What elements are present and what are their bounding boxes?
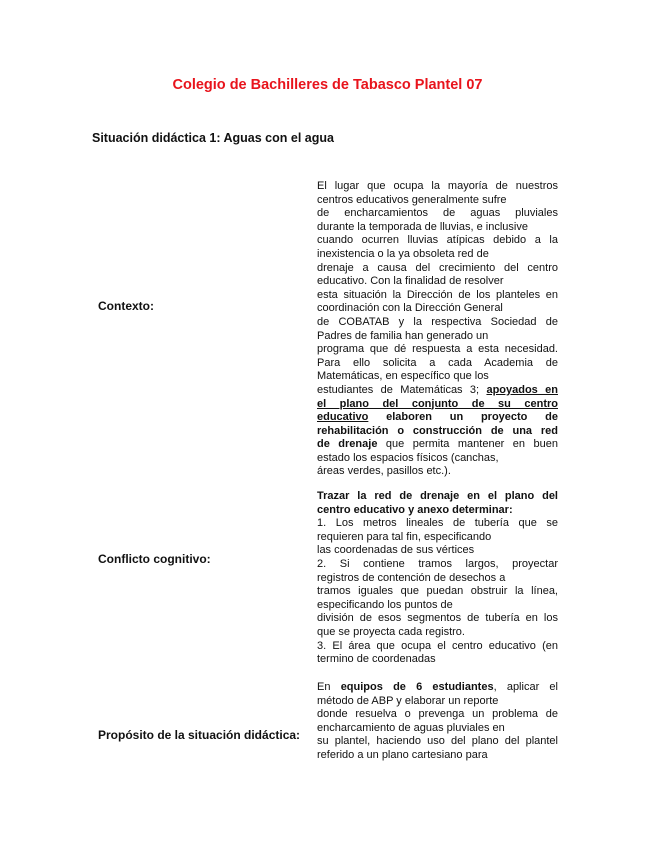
text-line: de encharcamientos de aguas pluviales xyxy=(317,207,558,220)
text-line: termino de coordenadas xyxy=(317,653,436,666)
text-line: cuando ocurren lluvias atípicas debido a la xyxy=(317,234,558,247)
text-run: En xyxy=(317,681,331,693)
text-line: referido a un plano cartesiano para xyxy=(317,748,488,761)
text-line xyxy=(317,438,558,452)
text-line: Para ello solicita a cada Academia de xyxy=(317,356,558,369)
contexto-text xyxy=(317,180,558,479)
conflicto-text xyxy=(317,490,558,667)
text-line: coordinación con la Dirección General xyxy=(317,302,503,315)
highlight-run: equipos de 6 estudiantes xyxy=(340,681,494,693)
text-line xyxy=(317,384,558,398)
text-run: estudiantes de Matemáticas 3; xyxy=(317,383,480,396)
text-line: las coordenadas de sus vértices xyxy=(317,544,475,557)
proposito-text xyxy=(317,681,558,763)
text-line: estado los espacios físicos (canchas, xyxy=(317,451,499,464)
text-line: durante la temporada de lluvias, e inclusive xyxy=(317,220,528,233)
text-line: 1. Los metros lineales de tubería que se xyxy=(317,517,558,530)
text-line: de COBATAB y la respectiva Sociedad de xyxy=(317,315,558,328)
text-run: que permita mantener en buen xyxy=(385,438,558,451)
text-line: esta situación la Dirección de los planteles en xyxy=(317,288,558,301)
highlight-run: el plano del conjunto de su centro xyxy=(317,397,558,410)
text-line: Matemáticas, en específico que los xyxy=(317,370,489,383)
page-title: Colegio de Bachilleres de Tabasco Plantel 07 xyxy=(172,77,483,93)
text-line: 2. Si contiene tramos largos, proyectar xyxy=(317,557,558,570)
text-line xyxy=(317,681,558,695)
text-line: donde resuelva o prevenga un problema de xyxy=(317,708,558,721)
text-line: registros de contención de desechos a xyxy=(317,571,506,584)
highlight-run: de drenaje xyxy=(317,438,378,451)
text-line: áreas verdes, pasillos etc.). xyxy=(317,465,451,478)
contexto-label: Contexto: xyxy=(98,299,154,313)
text-line: división de esos segmentos de tubería en los xyxy=(317,612,558,625)
conflicto-label: Conflicto cognitivo: xyxy=(98,552,211,566)
highlight-run: elaboren un proyecto de xyxy=(386,411,558,424)
text-line: especificando los puntos de xyxy=(317,598,453,611)
text-line: centros educativos generalmente sufre xyxy=(317,193,507,206)
text-line: encharcamiento de aguas pluviales en xyxy=(317,721,505,734)
text-line: Padres de familia han generado un xyxy=(317,329,489,342)
text-line: programa que dé respuesta a esta necesidad. xyxy=(317,343,558,356)
text-line xyxy=(317,425,558,439)
text-line: método de ABP y elaborar un reporte xyxy=(317,694,499,707)
highlight-run: apoyados en xyxy=(486,383,558,396)
text-line: El lugar que ocupa la mayoría de nuestros xyxy=(317,180,558,192)
text-line: inexistencia o la ya obsoleta red de xyxy=(317,247,489,260)
section-title: Situación didáctica 1: Aguas con el agua xyxy=(92,131,334,145)
highlight-run: rehabilitación o construcción de una red xyxy=(317,424,558,437)
text-line: tramos iguales que puedan obstruir la línea, xyxy=(317,585,558,598)
highlight-run: educativo xyxy=(317,411,369,424)
text-line: Trazar la red de drenaje en el plano del xyxy=(317,490,558,502)
text-line: drenaje a causa del crecimiento del centro xyxy=(317,261,558,274)
text-line: centro educativo y anexo determinar: xyxy=(317,503,513,516)
text-line xyxy=(317,411,558,425)
text-line: requieren para tal fin, especificando xyxy=(317,530,492,543)
proposito-label: Propósito de la situación didáctica: xyxy=(98,728,301,742)
text-line: su plantel, haciendo uso del plano del plantel xyxy=(317,735,558,748)
text-run: , aplicar el xyxy=(493,681,558,693)
text-line xyxy=(317,398,558,412)
text-line: educativo. Con la finalidad de resolver xyxy=(317,275,504,288)
text-line: 3. El área que ocupa el centro educativo (en xyxy=(317,639,558,652)
text-line: que se proyecta cada registro. xyxy=(317,625,465,638)
